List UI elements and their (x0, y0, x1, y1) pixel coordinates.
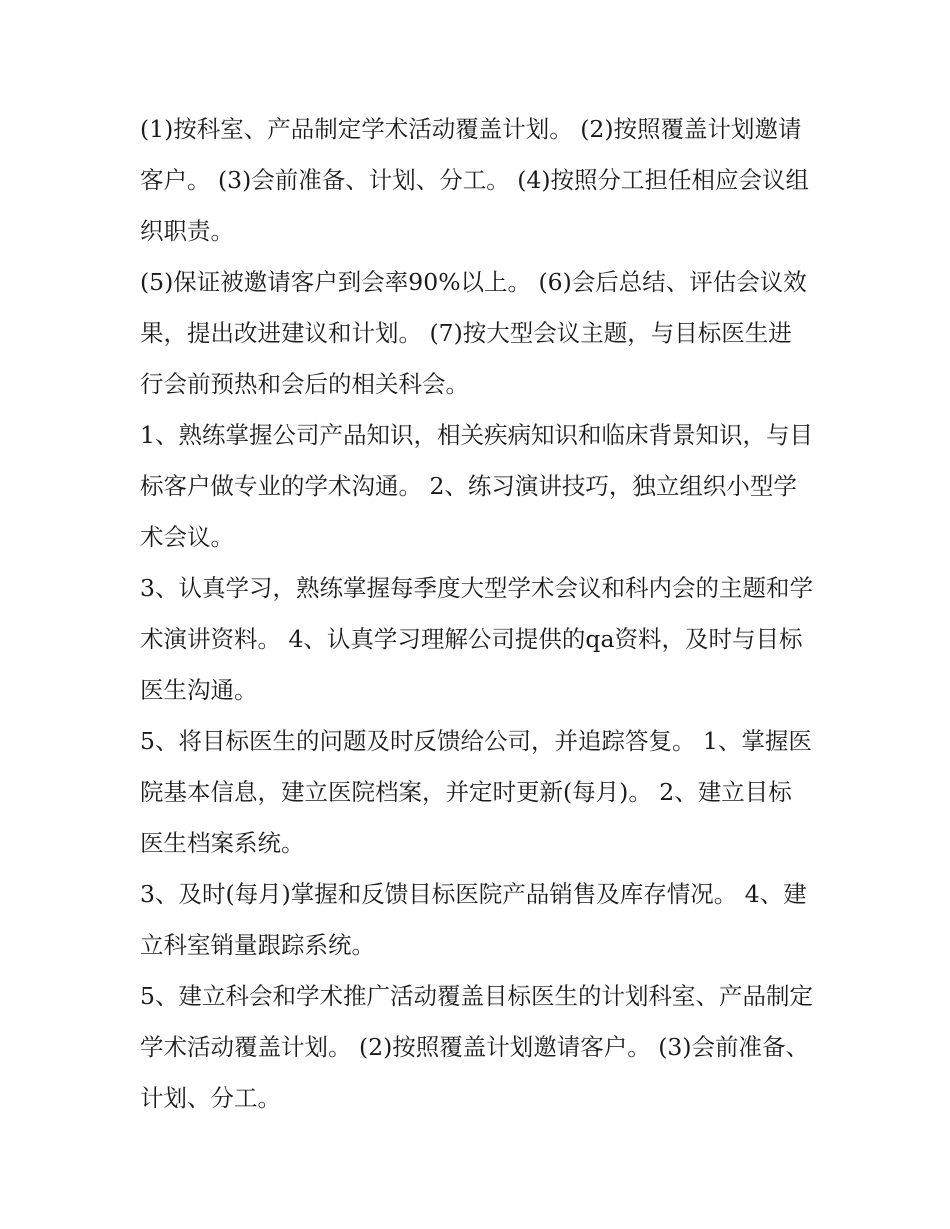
paragraph-2: (5)保证被邀请客户到会率90%以上。 (6)会后总结、评估会议效果，提出改进建议和计划。 (7)按大型会议主题，与目标医生进行会前预热和会后的相关科会。 (140, 268, 807, 398)
paragraph-1: (1)按科室、产品制定学术活动覆盖计划。 (2)按照覆盖计划邀请客户。 (3)会前准备、计划、分工。 (4)按照分工担任相应会议组织职责。 (140, 115, 810, 245)
paragraph-6: 3、及时(每月)掌握和反馈目标医院产品销售及库存情况。 4、建立科室销量跟踪系统。 (140, 880, 807, 959)
document-body (140, 104, 815, 1124)
paragraph-5: 5、将目标医生的问题及时反馈给公司，并追踪答复。 1、掌握医院基本信息，建立医院档案，并定时更新(每月)。 2、建立目标医生档案系统。 (140, 727, 812, 857)
paragraph-7: 5、建立科会和学术推广活动覆盖目标医生的计划科室、产品制定学术活动覆盖计划。 (2)按照覆盖计划邀请客户。 (3)会前准备、计划、分工。 (140, 982, 813, 1112)
paragraph-4: 3、认真学习，熟练掌握每季度大型学术会议和科内会的主题和学术演讲资料。 4、认真学习理解公司提供的qa资料，及时与目标医生沟通。 (140, 574, 813, 704)
paragraph-3: 1、熟练掌握公司产品知识，相关疾病知识和临床背景知识，与目标客户做专业的学术沟通。 2、练习演讲技巧，独立组织小型学术会议。 (140, 421, 813, 551)
